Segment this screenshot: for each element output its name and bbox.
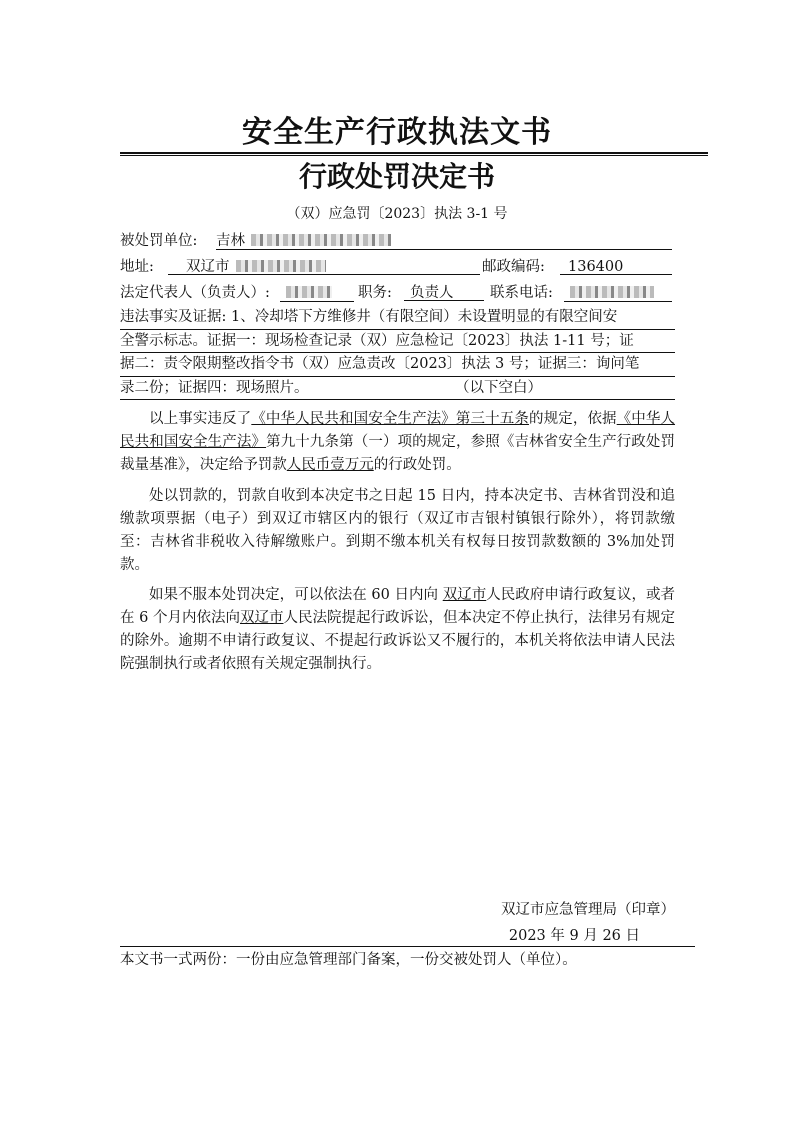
penalty-decision-paragraph bbox=[120, 408, 675, 477]
blank-below-note: （以下空白） bbox=[455, 379, 542, 396]
address-label: 地址: bbox=[120, 259, 154, 275]
legal-rep-row bbox=[120, 282, 675, 304]
penalized-unit-row bbox=[120, 230, 675, 252]
redacted-address bbox=[236, 260, 326, 272]
penalized-unit-value: 吉林 bbox=[216, 233, 245, 249]
copies-footnote: 本文书一式两份：一份由应急管理部门备案，一份交被处罚人（单位）。 bbox=[120, 952, 577, 968]
phone-label: 联系电话: bbox=[490, 285, 553, 301]
para-text: 的行政处罚。 bbox=[373, 457, 461, 473]
address-row bbox=[120, 256, 675, 278]
para-text: 如果不服本处罚决定，可以依法在 60 日内向 bbox=[149, 587, 443, 603]
para-text: 以上事实违反了 bbox=[149, 411, 252, 427]
para-text: 第九十九条第（一）项的规定，参照《吉林省安全生产行政处罚裁量基准》，决定给予罚款 bbox=[120, 434, 676, 473]
facts-line: 违法事实及证据: 1、冷却塔下方维修井（有限空间）未设置明显的有限空间安 bbox=[120, 306, 675, 330]
legal-rep-field bbox=[280, 282, 354, 302]
violated-law-article: 《中华人民共和国安全生产法》第三十五条 bbox=[251, 411, 529, 427]
facts-line: 全警示标志。证据一：现场检查记录（双）应急检记〔2023〕执法 1-11 号；证 bbox=[120, 330, 675, 354]
review-government: 双辽市 bbox=[442, 587, 487, 603]
document-subtitle: 行政处罚决定书 bbox=[298, 160, 495, 193]
postal-field bbox=[560, 256, 672, 275]
redacted-legal-rep bbox=[286, 286, 332, 298]
footer-rule bbox=[120, 946, 695, 947]
para-text: 人民法院提起行政诉讼，但本决定不停止执行，法律另有规定的除外。逾期不申请行政复议、不提起行政诉讼又不履行的，本机关将依法申请人民法院强制执行或者依照有关规定强制执行。 bbox=[120, 610, 676, 672]
payment-instructions-paragraph: 处以罚款的，罚款自收到本决定书之日起 15 日内，持本决定书、吉林省罚没和追缴款项票据（电子）到双辽市辖区内的银行（双辽市吉银村镇银行除外），将罚款缴至：吉林省非税收入待解缴账户。到期不缴本机关有权每日按罚款数额的 3%加处罚款。 bbox=[120, 488, 675, 573]
fine-amount: 人民币壹万元 bbox=[286, 457, 374, 473]
postal-value: 136400 bbox=[568, 259, 624, 275]
document-number: （双）应急罚〔2023〕执法 3-1 号 bbox=[286, 206, 508, 222]
basis-law: 《中华人民共和国安全生产法》 bbox=[120, 411, 676, 450]
address-field bbox=[168, 256, 480, 275]
position-field bbox=[404, 282, 484, 301]
legal-rep-label: 法定代表人（负责人）: bbox=[120, 285, 270, 301]
title-rule bbox=[120, 152, 708, 154]
document-title: 安全生产行政执法文书 bbox=[242, 115, 552, 150]
facts-line: 据二：责令限期整改指令书（双）应急责改〔2023〕执法 3 号；证据三：询问笔 bbox=[120, 353, 675, 377]
position-value: 负责人 bbox=[410, 285, 454, 301]
phone-field bbox=[564, 282, 672, 302]
redacted-phone bbox=[570, 286, 654, 298]
violation-facts bbox=[120, 306, 675, 400]
penalized-unit-field bbox=[216, 230, 672, 250]
issue-date: 2023 年 9 月 26 日 bbox=[508, 928, 640, 944]
facts-line-text: 录二份；证据四：现场照片。 bbox=[120, 379, 309, 396]
penalized-unit-label: 被处罚单位: bbox=[120, 233, 198, 249]
position-label: 职务: bbox=[358, 285, 392, 301]
litigation-court: 双辽市 bbox=[239, 610, 284, 626]
title-rule-thin bbox=[120, 155, 708, 156]
para-text: 人民政府申请行政复议，或者在 6 个月内依法向 bbox=[120, 587, 676, 626]
para-text: 的规定，依据 bbox=[528, 411, 617, 427]
address-value: 双辽市 bbox=[186, 259, 230, 275]
issuing-authority: 双辽市应急管理局（印章） bbox=[501, 902, 675, 918]
facts-line bbox=[120, 377, 675, 401]
redacted-unit-name bbox=[251, 234, 391, 246]
appeal-rights-paragraph bbox=[120, 584, 675, 676]
postal-label: 邮政编码: bbox=[482, 259, 545, 275]
